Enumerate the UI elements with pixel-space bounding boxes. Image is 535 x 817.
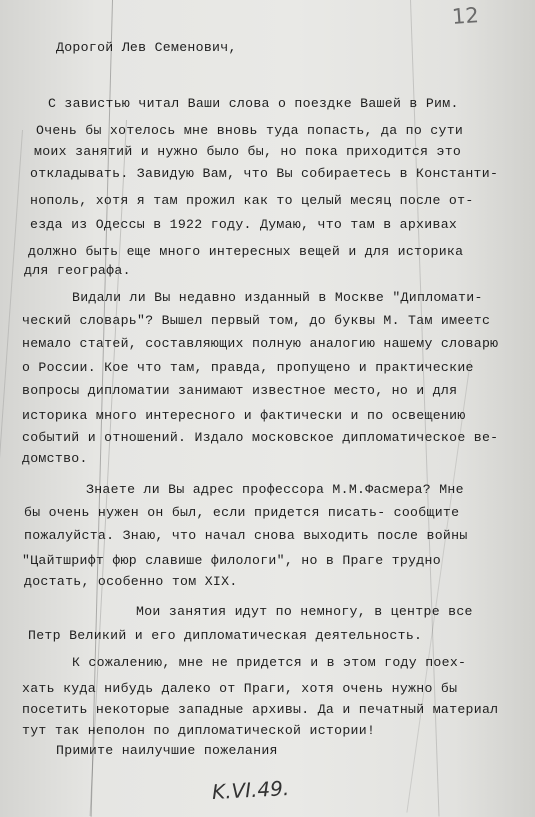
letter-line: вопросы дипломатии занимают известное место, но и для [22,383,458,398]
letter-line: ческий словарь"? Вышел первый том, до буквы М. Там имеетс [22,313,491,328]
letter-line: хать куда нибудь далеко от Праги, хотя очень нужно бы [22,681,458,696]
letter-line: "Цайтшрифт фюр славише филологи", но в Праге трудно [22,553,441,568]
letter-line: достать, особенно том XIX. [24,574,238,589]
letter-line: езда из Одессы в 1922 году. Думаю, что там в архивах [30,217,458,232]
letter-line: немало статей, составляющих полную аналогию нашему словарю [22,336,499,351]
letter-line: тут так неполон по дипломатической истории! [22,723,376,738]
letter-line: домство. [22,451,88,466]
letter-line: событий и отношений. Издало московское дипломатическое ве- [22,430,499,445]
page-number: 12 [451,3,480,29]
letter-line: бы очень нужен он был, если придется писать- сообщите [24,505,460,520]
letter-salutation: Дорогой Лев Семенович, [56,40,237,55]
paper-crease [0,130,23,549]
letter-line: моих занятий и нужно было бы, но пока приходится это [34,144,462,159]
letter-line: Очень бы хотелось мне вновь туда попасть, да по сути [36,123,464,138]
letter-line: Знаете ли Вы адрес профессора М.М.Фасмера? Мне [86,482,464,497]
letter-line: С завистью читал Ваши слова о поездке Вашей в Рим. [48,96,459,111]
letter-line: нополь, хотя я там прожил как то целый месяц после от- [30,193,474,208]
letter-line: для географа. [24,263,131,278]
letter-line: о России. Кое что там, правда, пропущено и практические [22,360,474,375]
letter-line: посетить некоторые западные архивы. Да и печатный материал [22,702,499,717]
letter-line: должно быть еще много интересных вещей и для историка [28,244,464,259]
archive-mark: K.VI.49. [211,775,290,805]
letter-line: Петр Великий и его дипломатическая деятельность. [28,628,423,643]
paper-crease [406,360,471,813]
letter-line: К сожалению, мне не придется и в этом году поех- [72,655,467,670]
letter-line: Видали ли Вы недавно изданный в Москве "Дипломати- [72,290,483,305]
letter-line: Мои занятия идут по немногу, в центре все [136,604,473,619]
letter-line: Примите наилучшие пожелания [56,743,278,758]
letter-line: пожалуйста. Знаю, что начал снова выходить после войны [24,528,468,543]
letter-line: историка много интересного и фактически и по освещению [22,408,466,423]
letter-line: откладывать. Завидую Вам, что Вы собираетесь в Константи- [30,166,499,181]
